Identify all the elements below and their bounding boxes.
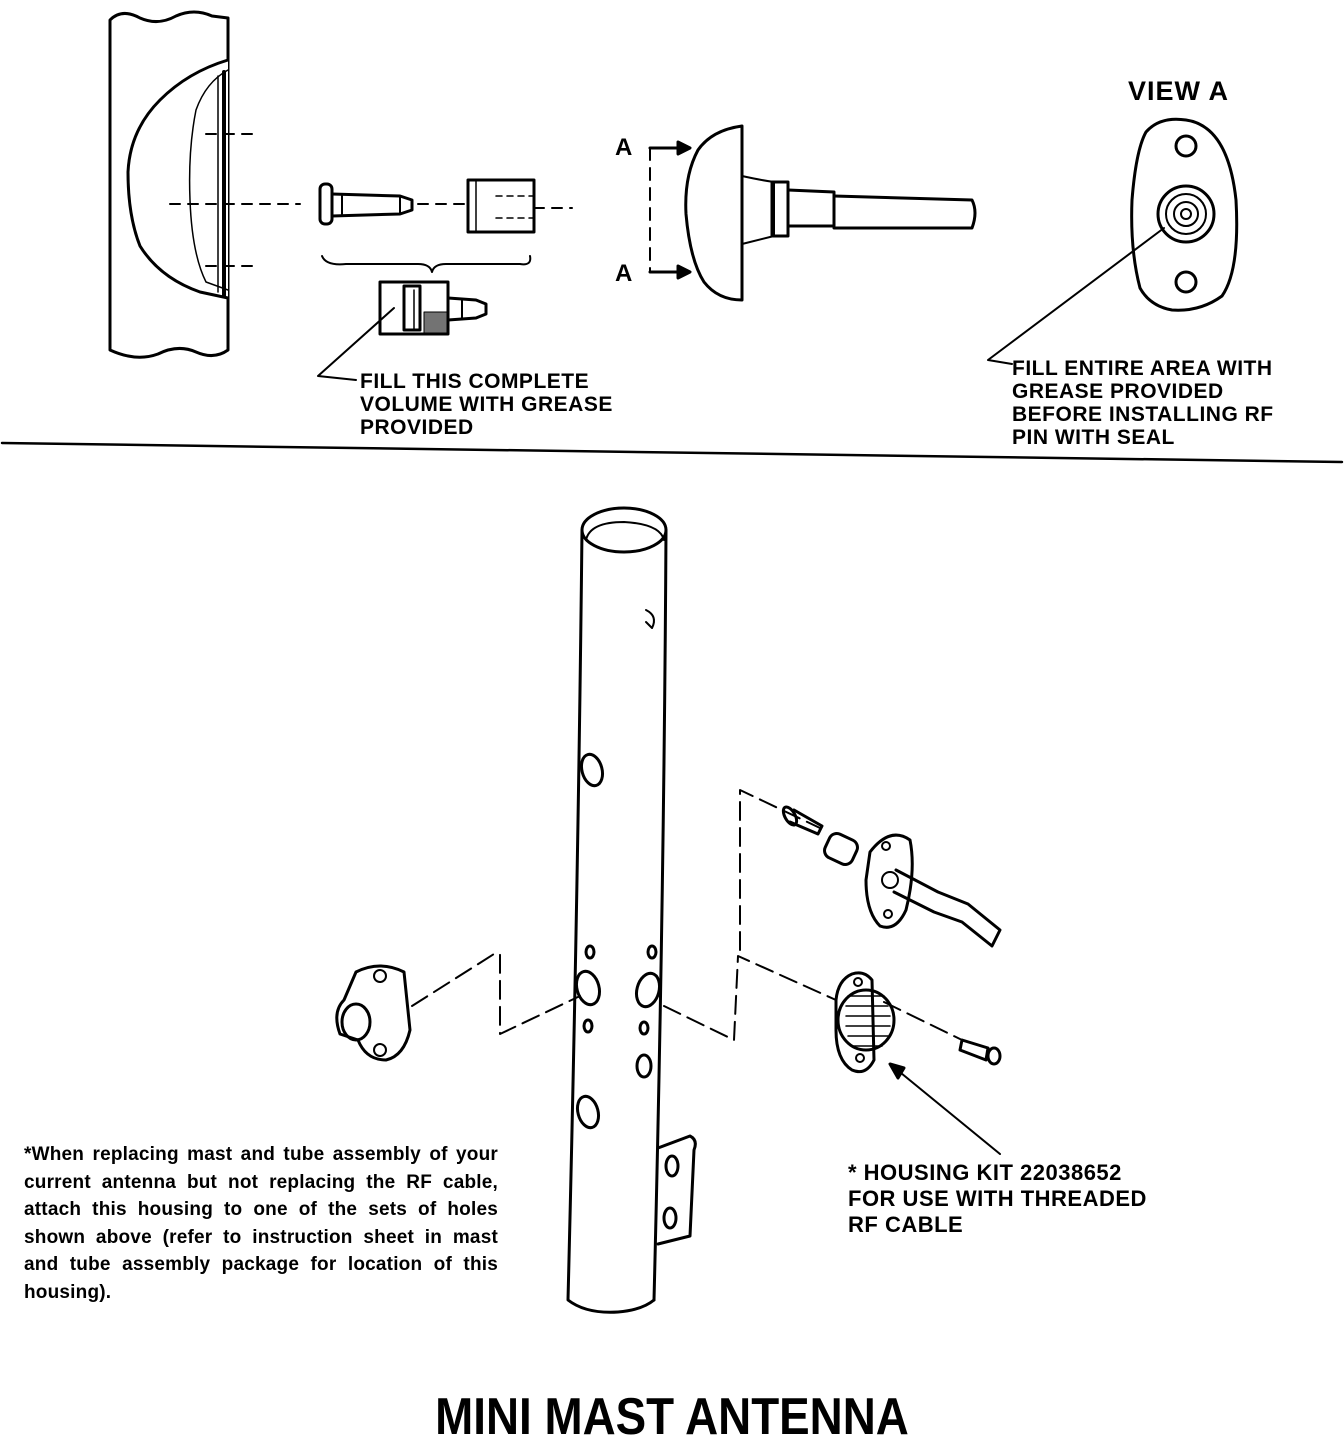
assembled-pin-in-seal xyxy=(380,282,486,334)
upper-mount-line xyxy=(740,790,820,950)
alternate-housing xyxy=(337,966,410,1060)
lower-mount-line xyxy=(664,956,836,1040)
grease-area-note: FILL ENTIRE AREA WITH GREASE PROVIDED BEFORE INSTALLING RF PIN WITH SEAL xyxy=(1012,357,1274,449)
grease-volume-note: FILL THIS COMPLETE VOLUME WITH GREASE PROVIDED xyxy=(360,370,613,439)
housing-replacement-note: *When replacing mast and tube assembly of your current antenna but not replacing the RF cable, attach this housing to one of the sets of holes shown above (refer to instruction sheet in mast and tube assembly package for location of this housing). xyxy=(24,1144,498,1303)
section-marker-top: A xyxy=(615,134,633,161)
seal-sleeve xyxy=(468,180,534,232)
antenna-base xyxy=(686,126,975,300)
housing-kit-arrowhead xyxy=(890,1064,904,1078)
screw-mount-line xyxy=(884,1002,962,1040)
section-cut-line-a xyxy=(650,142,690,278)
rf-pin-with-seal xyxy=(320,184,412,224)
mast-tube xyxy=(568,508,695,1312)
diagram-title: MINI MAST ANTENNA xyxy=(435,1388,909,1446)
section-marker-bottom: A xyxy=(615,260,633,287)
grease-area-leader xyxy=(988,228,1164,364)
view-a-flange xyxy=(1132,119,1237,310)
assembly-center-lines xyxy=(170,134,572,266)
housing-kit-leader xyxy=(890,1064,1000,1154)
assembly-brace xyxy=(322,256,530,272)
view-a-label: VIEW A xyxy=(1128,76,1230,106)
fender-cutaway xyxy=(110,12,228,357)
threaded-housing xyxy=(836,973,894,1072)
mounting-screw xyxy=(960,1040,1000,1064)
alternate-housing-mount-line xyxy=(412,954,580,1034)
housing-kit-note: * HOUSING KIT 22038652 FOR USE WITH THREADED RF CABLE xyxy=(848,1160,1147,1237)
